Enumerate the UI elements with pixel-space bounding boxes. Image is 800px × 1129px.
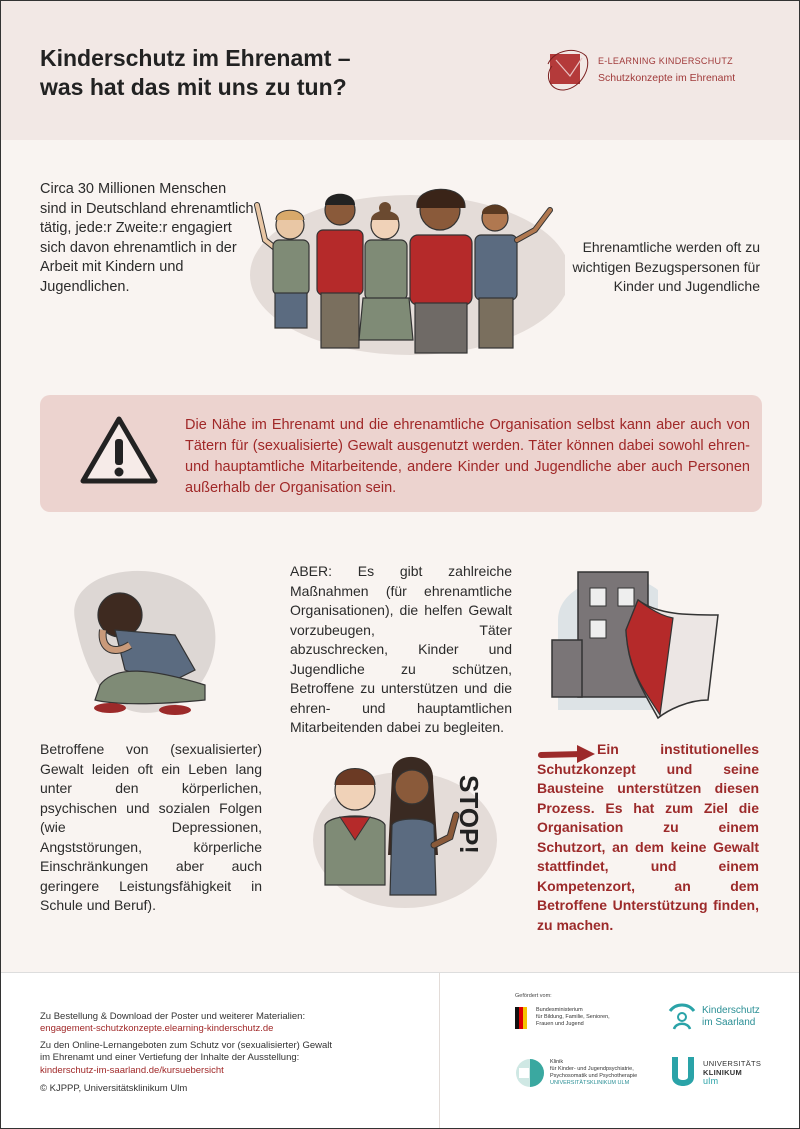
online-link[interactable]: kinderschutz-im-saarland.de/kursuebersicht (40, 1065, 224, 1076)
order-link[interactable]: engagement-schutzkonzepte.elearning-kinderschutz.de (40, 1023, 274, 1034)
brand-subtitle: Schutzkonzepte im Ehrenamt (598, 72, 736, 84)
title-line-1: Kinderschutz im Ehrenamt – (40, 45, 351, 71)
aber-text: ABER: Es gibt zahlreiche Maßnahmen (für ehrenamtliche Organisationen), die helfen Gewalt vorzubeugen, Täter abzuschrecken, Kinder und Jugendliche zu schützen, Betroffene zu unterstützen und die ehren- und hauptamtlichen Mitarbeitenden dabei zu begleiten. (290, 563, 512, 735)
klinik-kjp-logo-text: Klinik für Kinder- und Jugendpsychiatrie, Psychosomatik und Psychotherapie UNIVERSITÄTSKLINIKUM ULM (550, 1059, 638, 1086)
stop-text: STOP! (454, 775, 484, 854)
copyright: © KJPPP, Universitätsklinikum Ulm (40, 1083, 188, 1094)
warning-text: Die Nähe im Ehrenamt und die ehrenamtliche Organisation selbst kann aber auch von Tätern für (sexualisierte) Gewalt ausgenutzt werden. Täter können dabei sowohl ehren- und hauptamtliche Mitarbeitende, andere Kinder und Jugendliche aber auch Personen außerhalb der Organisation sein. (185, 417, 750, 496)
order-text: Zu Bestellung & Download der Poster und weiterer Materialien: (40, 1011, 306, 1022)
schutzkonzept-text: Ein institutionelles Schutzkonzept und seine Bausteine unterstützen diesen Prozess. Es hat zum Ziel die Organisation zu einem Schutzort, an dem keine Gewalt stattfindet, und einem Kompetenzort, an dem Betroffene Unterstützung finden, zu machen. (537, 741, 759, 933)
title-line-2: was hat das mit uns zu tun? (40, 74, 347, 100)
intro-text: Circa 30 Millionen Menschen sind in Deutschland ehrenamtlich tätig, jede:r Zweite:r engagiert sich davon ehrenamtlich in der Arbeit mit Kindern und Jugendlichen. (40, 181, 254, 295)
online-text-1: Zu den Online-Lernangeboten zum Schutz vor (sexualisierter) Gewalt (40, 1040, 333, 1051)
betroffene-text: Betroffene von (sexualisierter) Gewalt leiden oft ein Leben lang unter den körperlichen, psychischen und sozialen Folgen (wie Depressionen, Angststörungen, körperliche Einschränkungen aber auch geringere Leistungsfähigkeit in Schule und Beruf). (40, 741, 262, 913)
online-text-2: im Ehrenamt und einer Vertiefung der Inhalte der Ausstellung: (40, 1052, 300, 1063)
uniklinik-ulm-logo-text: UNIVERSITÄTS KLINIKUM ulm (703, 1059, 762, 1086)
brand-title: E-LEARNING KINDERSCHUTZ (598, 56, 733, 66)
bezugspersonen-text: Ehrenamtliche werden oft zu wichtigen Bezugspersonen für Kinder und Jugendliche (572, 239, 760, 294)
bmfsfj-logo-text: Bundesministerium für Bildung, Familie, Senioren, Frauen und Jugend (536, 1007, 610, 1027)
funded-by-label: Gefördert vom: (515, 993, 552, 999)
kinderschutz-saarland-logo-text: Kinderschutz im Saarland (702, 1005, 760, 1028)
